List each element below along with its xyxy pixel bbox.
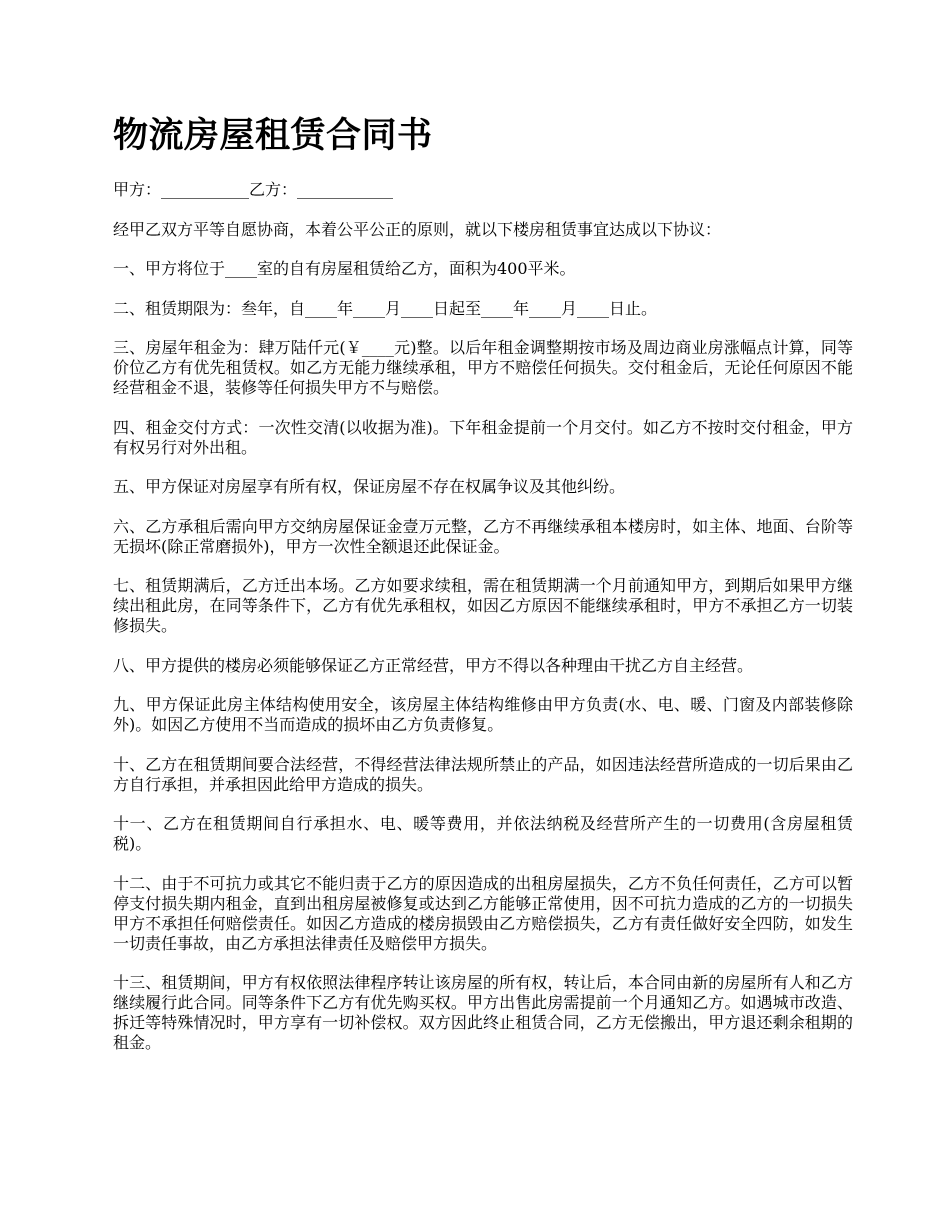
clause-7: 七、租赁期满后，乙方迁出本场。乙方如要求续租，需在租赁期满一个月前通知甲方，到期后如果甲方继续出租此房，在同等条件下，乙方有优先承租权，如因乙方原因不能继续承租时，甲方不承担乙方一切装修损失。 xyxy=(113,576,853,635)
intro-paragraph: 经甲乙双方平等自愿协商，本着公平公正的原则，就以下楼房租赁事宜达成以下协议： xyxy=(113,219,722,239)
parties-line: 甲方：___________乙方：____________ xyxy=(113,180,394,199)
clause-11: 十一、乙方在租赁期间自行承担水、电、暖等费用，并依法纳税及经营所产生的一切费用(含房屋租赁税)。 xyxy=(113,814,853,853)
clause-12: 十二、由于不可抗力或其它不能归责于乙方的原因造成的出租房屋损失，乙方不负任何责任，乙方可以暂停支付损失期内租金，直到出租房屋被修复或达到乙方能够正常使用，因不可抗力造成的乙方的一切损失甲方不承担任何赔偿责任。如因乙方造成的楼房损毁由乙方赔偿损失，乙方有责任做好安全四防，如发生一切责任事故，由乙方承担法律责任及赔偿甲方损失。 xyxy=(113,873,853,953)
clause-9: 九、甲方保证此房主体结构使用安全，该房屋主体结构维修由甲方负责(水、电、暖、门窗及内部装修除外)。如因乙方使用不当而造成的损坏由乙方负责修复。 xyxy=(113,695,853,734)
clause-1: 一、甲方将位于____室的自有房屋租赁给乙方，面积为400平米。 xyxy=(113,259,576,278)
clause-6: 六、乙方承租后需向甲方交纳房屋保证金壹万元整，乙方不再继续承租本楼房时，如主体、地面、台阶等无损坏(除正常磨损外)，甲方一次性全额退还此保证金。 xyxy=(113,516,853,556)
clause-3: 三、房屋年租金为：肆万陆仟元(￥____元)整。以后年租金调整期按市场及周边商业房涨幅点计算，同等价位乙方有优先租赁权。如乙方无能力继续承租，甲方不赔偿任何损失。交付租金后，无论任何原因不能经营租金不退，装修等任何损失甲方不与赔偿。 xyxy=(113,338,853,397)
document-body xyxy=(113,180,853,1073)
document-title: 物流房屋租赁合同书 xyxy=(113,115,433,156)
clause-4: 四、租金交付方式：一次性交清(以收据为准)。下年租金提前一个月交付。如乙方不按时交付租金，甲方有权另行对外出租。 xyxy=(113,417,853,457)
clause-8: 八、甲方提供的楼房必须能够保证乙方正常经营，甲方不得以各种理由干扰乙方自主经营。 xyxy=(113,655,754,675)
clause-5: 五、甲方保证对房屋享有所有权，保证房屋不存在权属争议及其他纠纷。 xyxy=(113,477,626,496)
clause-13: 十三、租赁期间，甲方有权依照法律程序转让该房屋的所有权，转让后，本合同由新的房屋所有人和乙方继续履行此合同。同等条件下乙方有优先购买权。甲方出售此房需提前一个月通知乙方。如遇城市改造、拆迁等特殊情况时，甲方享有一切补偿权。双方因此终止租赁合同，乙方无偿搬出，甲方退还剩余租期的租金。 xyxy=(113,973,853,1052)
clause-10: 十、乙方在租赁期间要合法经营，不得经营法律法规所禁止的产品，如因违法经营所造成的一切后果由乙方自行承担，并承担因此给甲方造成的损失。 xyxy=(113,754,853,794)
clause-2: 二、租赁期限为：叁年，自____年____月____日起至____年____月____日止。 xyxy=(113,298,658,318)
